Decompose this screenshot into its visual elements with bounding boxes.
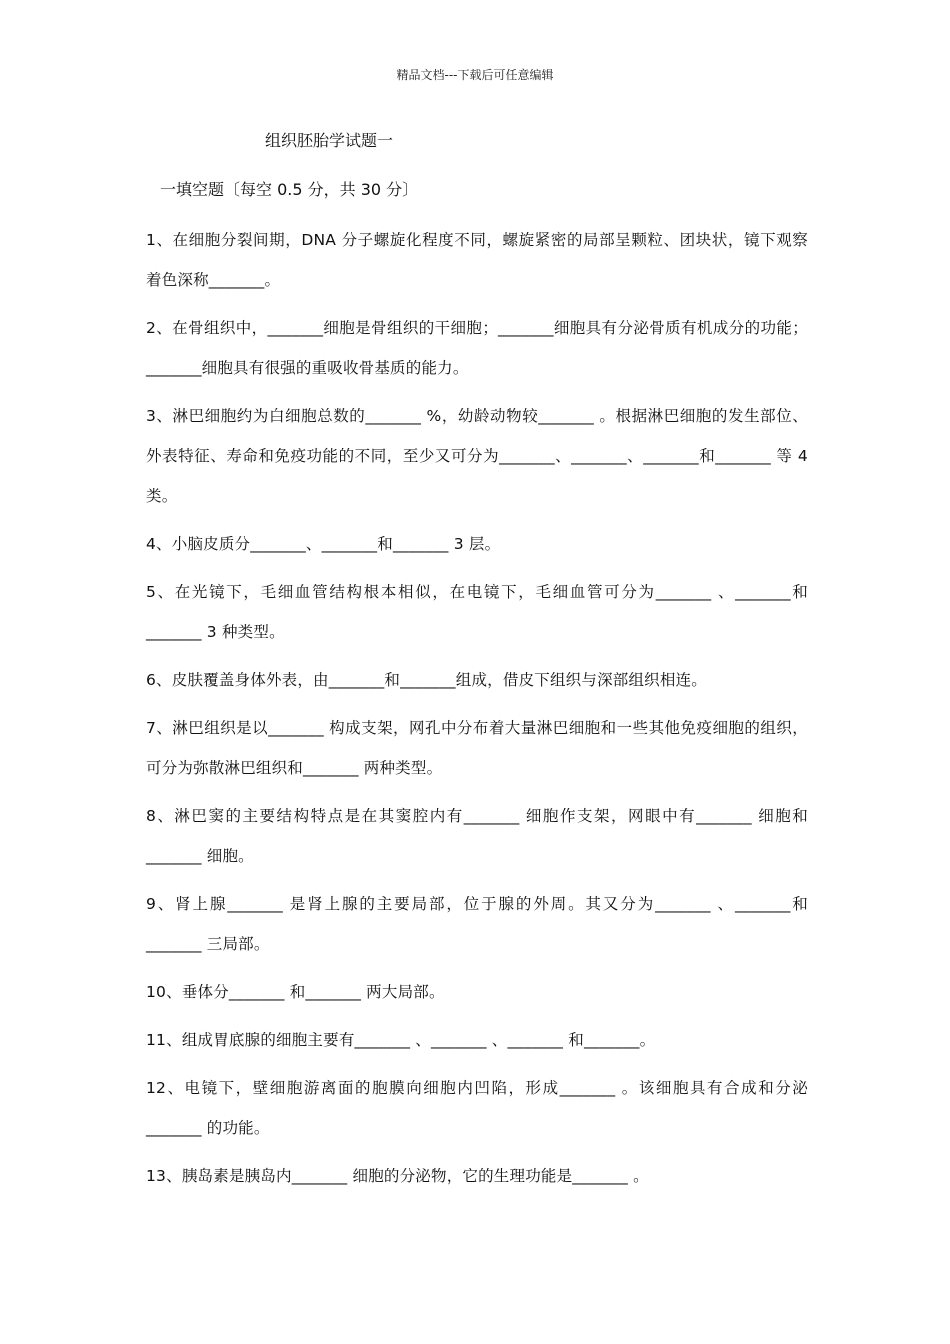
question-4: 4、小脑皮质分_______、_______和_______ 3 层。 (146, 535, 501, 553)
question-10: 10、垂体分_______ 和_______ 两大局部。 (146, 983, 445, 1001)
question-7: 7、淋巴组织是以_______ 构成支架，网孔中分布着大量淋巴细胞和一些其他免疫细胞的组织，可分为弥散淋巴组织和_______ 两种类型。 (146, 719, 808, 777)
question-list (146, 220, 808, 1204)
question-11: 11、组成胃底腺的细胞主要有_______ 、_______ 、_______ 和_______。 (146, 1031, 656, 1049)
question-6: 6、皮肤覆盖身体外表，由_______和_______组成，借皮下组织与深部组织相连。 (146, 671, 707, 689)
page-header: 精品文档---下载后可任意编辑 (396, 68, 554, 82)
question-12: 12、电镜下，壁细胞游离面的胞膜向细胞内凹陷，形成_______ 。该细胞具有合成和分泌_______ 的功能。 (146, 1079, 808, 1137)
section-heading: 一填空题〔每空 0.5 分，共 30 分〕 (160, 180, 419, 199)
question-2: 2、在骨组织中，_______细胞是骨组织的干细胞；_______细胞具有分泌骨质有机成分的功能；_______细胞具有很强的重吸收骨基质的能力。 (146, 319, 808, 377)
question-1: 1、在细胞分裂间期，DNA 分子螺旋化程度不同，螺旋紧密的局部呈颗粒、团块状，镜下观察着色深称_______。 (146, 231, 808, 289)
question-9: 9、肾上腺_______ 是肾上腺的主要局部，位于腺的外周。其又分为_______ 、_______和_______ 三局部。 (146, 895, 808, 953)
exam-title: 组织胚胎学试题一 (265, 131, 394, 150)
question-13: 13、胰岛素是胰岛内_______ 细胞的分泌物，它的生理功能是_______ 。 (146, 1167, 649, 1185)
question-8: 8、淋巴窦的主要结构特点是在其窦腔内有_______ 细胞作支架，网眼中有_______ 细胞和_______ 细胞。 (146, 807, 808, 865)
question-5: 5、在光镜下，毛细血管结构根本相似，在电镜下，毛细血管可分为_______ 、_______和_______ 3 种类型。 (146, 583, 808, 641)
question-3: 3、淋巴细胞约为白细胞总数的_______ %，幼龄动物较_______ 。根据淋巴细胞的发生部位、外表特征、寿命和免疫功能的不同，至少又可分为_______、_______、_______和_______ 等 4 类。 (146, 407, 808, 505)
